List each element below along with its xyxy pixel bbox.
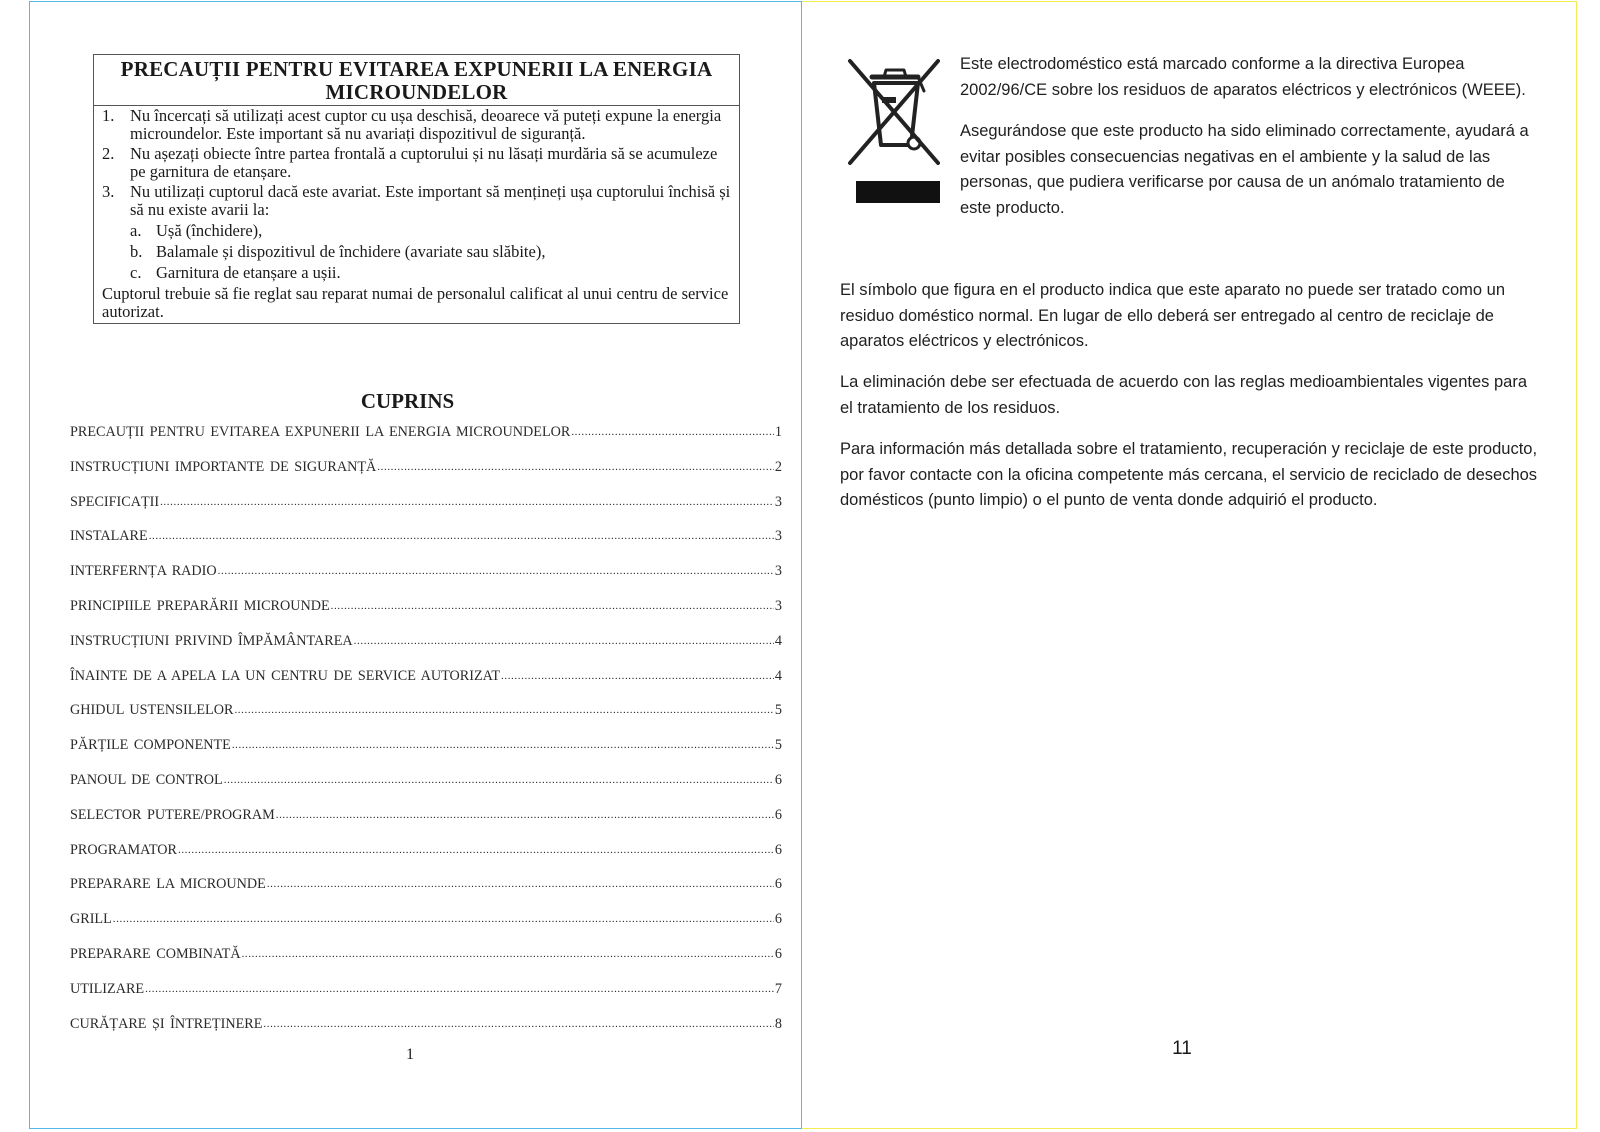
toc-entry-page: 5 [774, 702, 782, 719]
warning-item [102, 183, 731, 219]
toc-entry-page: 8 [774, 1015, 782, 1032]
toc-row[interactable] [70, 494, 782, 529]
warning-subitem-text: Ușă (închidere), [156, 221, 263, 240]
toc-row[interactable] [70, 772, 782, 807]
page-number: 11 [1172, 1038, 1192, 1059]
toc-entry-label: ÎNAINTE DE A APELA LA UN CENTRU DE SERVICE AUTORIZAT [70, 667, 500, 684]
toc-leader-dots [224, 772, 774, 788]
toc-entry-page: 6 [774, 841, 782, 858]
toc-entry-page: 4 [774, 632, 782, 649]
toc-leader-dots [276, 807, 774, 823]
toc-entry-label: SELECTOR PUTERE/PROGRAM [70, 806, 275, 823]
weee-paragraph-5: Para información más detallada sobre el tratamiento, recuperación y reciclaje de este producto, por favor contacte con la oficina competente más cercana, el servicio de reciclado de desechos domésticos (punto limpio) o el punto de venta donde adquirió el producto. [840, 440, 1538, 509]
warning-item-number: 2. [102, 144, 115, 163]
toc-entry-page: 6 [774, 911, 782, 928]
toc-entry-label: INTERFERNȚA RADIO [70, 563, 217, 580]
weee-paragraph-1: Este electrodoméstico está marcado conforme a la directiva Europea 2002/96/CE sobre los residuos de aparatos eléctricos y electrónicos (WEEE). [960, 55, 1526, 99]
toc-row[interactable] [70, 633, 782, 668]
toc-entry-page: 6 [774, 876, 782, 893]
toc-entry-label: INSTALARE [70, 528, 148, 545]
toc-entry-page: 7 [774, 980, 782, 997]
toc-row[interactable] [70, 807, 782, 842]
warning-subitem [102, 243, 731, 261]
warning-subitem-text: Garnitura de etanșare a ușii. [156, 263, 341, 282]
toc-leader-dots [145, 981, 774, 997]
crossed-out-wheelie-bin-icon [844, 57, 940, 205]
toc-leader-dots [501, 668, 774, 684]
left-page [29, 1, 802, 1129]
page-number: 1 [406, 1046, 414, 1063]
toc-leader-dots [571, 424, 774, 440]
toc-leader-dots [149, 528, 774, 544]
toc-entry-label: PRECAUȚII PENTRU EVITAREA EXPUNERII LA ENERGIA MICROUNDELOR [70, 424, 571, 440]
weee-paragraph-3: El símbolo que figura en el producto indica que este aparato no puede ser tratado como un residuo doméstico normal. En lugar de ello deberá ser entregado al centro de reciclaje de aparatos eléctricos y electrónicos. [840, 281, 1506, 350]
warning-subitem-letter: a. [130, 221, 142, 240]
right-page [802, 1, 1577, 1129]
toc-entry-page: 5 [774, 737, 782, 754]
toc-leader-dots [234, 702, 773, 718]
table-of-contents [70, 424, 782, 1050]
toc-entry-page: 2 [774, 458, 782, 475]
warning-subitem [102, 222, 731, 240]
warning-footer: Cuptorul trebuie să fie reglat sau reparat numai de personalul calificat al unui centru de service autorizat. [102, 284, 729, 321]
weee-paragraph-4: La eliminación debe ser efectuada de acuerdo con las reglas medioambientales vigentes para el tratamiento de los residuos. [840, 373, 1528, 417]
warning-subitem [102, 264, 731, 282]
warning-subitem-text: Balamale și dispozitivul de închidere (avariate sau slăbite), [156, 242, 546, 261]
toc-leader-dots [160, 494, 774, 510]
warning-item-number: 1. [102, 106, 115, 125]
toc-entry-label: SPECIFICAȚII [70, 493, 160, 510]
warning-subitem-letter: c. [130, 263, 142, 282]
toc-row[interactable] [70, 668, 782, 703]
warning-subitem-letter: b. [130, 242, 143, 261]
toc-entry-label: PREPARARE LA MICROUNDE [70, 876, 266, 893]
toc-leader-dots [331, 598, 774, 614]
warning-item [102, 107, 731, 143]
warning-body [94, 106, 739, 321]
toc-entry-page: 6 [774, 806, 782, 823]
warning-item-text: Nu încercați să utilizați acest cuptor cu ușa deschisă, deoarece vă puteți expune la energia microundelor. Este important să nu avariați dispozitivul de siguranță. [130, 106, 722, 143]
toc-entry-page: 6 [774, 771, 782, 788]
toc-entry-page: 3 [774, 597, 782, 614]
toc-entry-label: PANOUL DE CONTROL [70, 771, 223, 788]
weee-paragraph-2: Asegurándose que este producto ha sido eliminado correctamente, ayudará a evitar posibles consecuencias negativas en el ambiente y la salud de las personas, que pudiera verificarse por causa de un anómalo tratamiento de este producto. [960, 122, 1529, 217]
toc-row[interactable] [70, 946, 782, 981]
warning-title: PRECAUȚII PENTRU EVITAREA EXPUNERII LA ENERGIA MICROUNDELOR [94, 55, 739, 106]
toc-entry-label: PĂRȚILE COMPONENTE [70, 737, 231, 754]
toc-entry-label: PROGRAMATOR [70, 841, 177, 858]
toc-leader-dots [377, 459, 774, 475]
toc-leader-dots [178, 842, 774, 858]
toc-leader-dots [354, 633, 774, 649]
toc-entry-page: 3 [774, 563, 782, 580]
warning-item-number: 3. [102, 182, 115, 201]
toc-leader-dots [242, 946, 774, 962]
toc-row[interactable] [70, 424, 782, 459]
toc-row[interactable] [70, 563, 782, 598]
warning-box [93, 54, 740, 324]
toc-entry-page: 3 [774, 493, 782, 510]
toc-entry-label: GRILL [70, 911, 112, 928]
toc-entry-label: INSTRUCȚIUNI PRIVIND ÎMPĂMÂNTAREA [70, 632, 353, 649]
toc-leader-dots [267, 876, 774, 892]
toc-entry-label: GHIDUL USTENSILELOR [70, 702, 234, 719]
toc-row[interactable] [70, 842, 782, 877]
toc-entry-page: 4 [774, 667, 782, 684]
warning-item-text: Nu utilizați cuptorul dacă este avariat. Este important să mențineți ușa cuptorului închisă și să nu existe avarii la: [130, 182, 731, 219]
toc-entry-page: 6 [774, 945, 782, 962]
toc-leader-dots [232, 737, 774, 753]
toc-title: CUPRINS [360, 389, 455, 413]
toc-entry-label: PREPARARE COMBINATĂ [70, 945, 241, 962]
toc-leader-dots [263, 1016, 774, 1032]
toc-row[interactable] [70, 459, 782, 494]
toc-entry-page: 1 [774, 424, 782, 440]
toc-row[interactable] [70, 981, 782, 1016]
toc-row[interactable] [70, 737, 782, 772]
toc-row[interactable] [70, 911, 782, 946]
toc-row[interactable] [70, 702, 782, 737]
toc-leader-dots [113, 911, 774, 927]
toc-row[interactable] [70, 528, 782, 563]
toc-leader-dots [218, 563, 774, 579]
warning-item [102, 145, 731, 181]
toc-row[interactable] [70, 598, 782, 633]
toc-row[interactable] [70, 876, 782, 911]
toc-entry-page: 3 [774, 528, 782, 545]
warning-item-text: Nu așezați obiecte între partea frontală a cuptorului și nu lăsați murdăria să se acumuleze pe garnitura de etanșare. [130, 144, 718, 181]
toc-entry-label: UTILIZARE [70, 980, 145, 997]
toc-entry-label: INSTRUCȚIUNI IMPORTANTE DE SIGURANȚĂ [70, 458, 377, 475]
toc-entry-label: PRINCIPIILE PREPARĂRII MICROUNDE [70, 597, 330, 614]
toc-entry-label: CURĂȚARE ȘI ÎNTREȚINERE [70, 1015, 263, 1032]
